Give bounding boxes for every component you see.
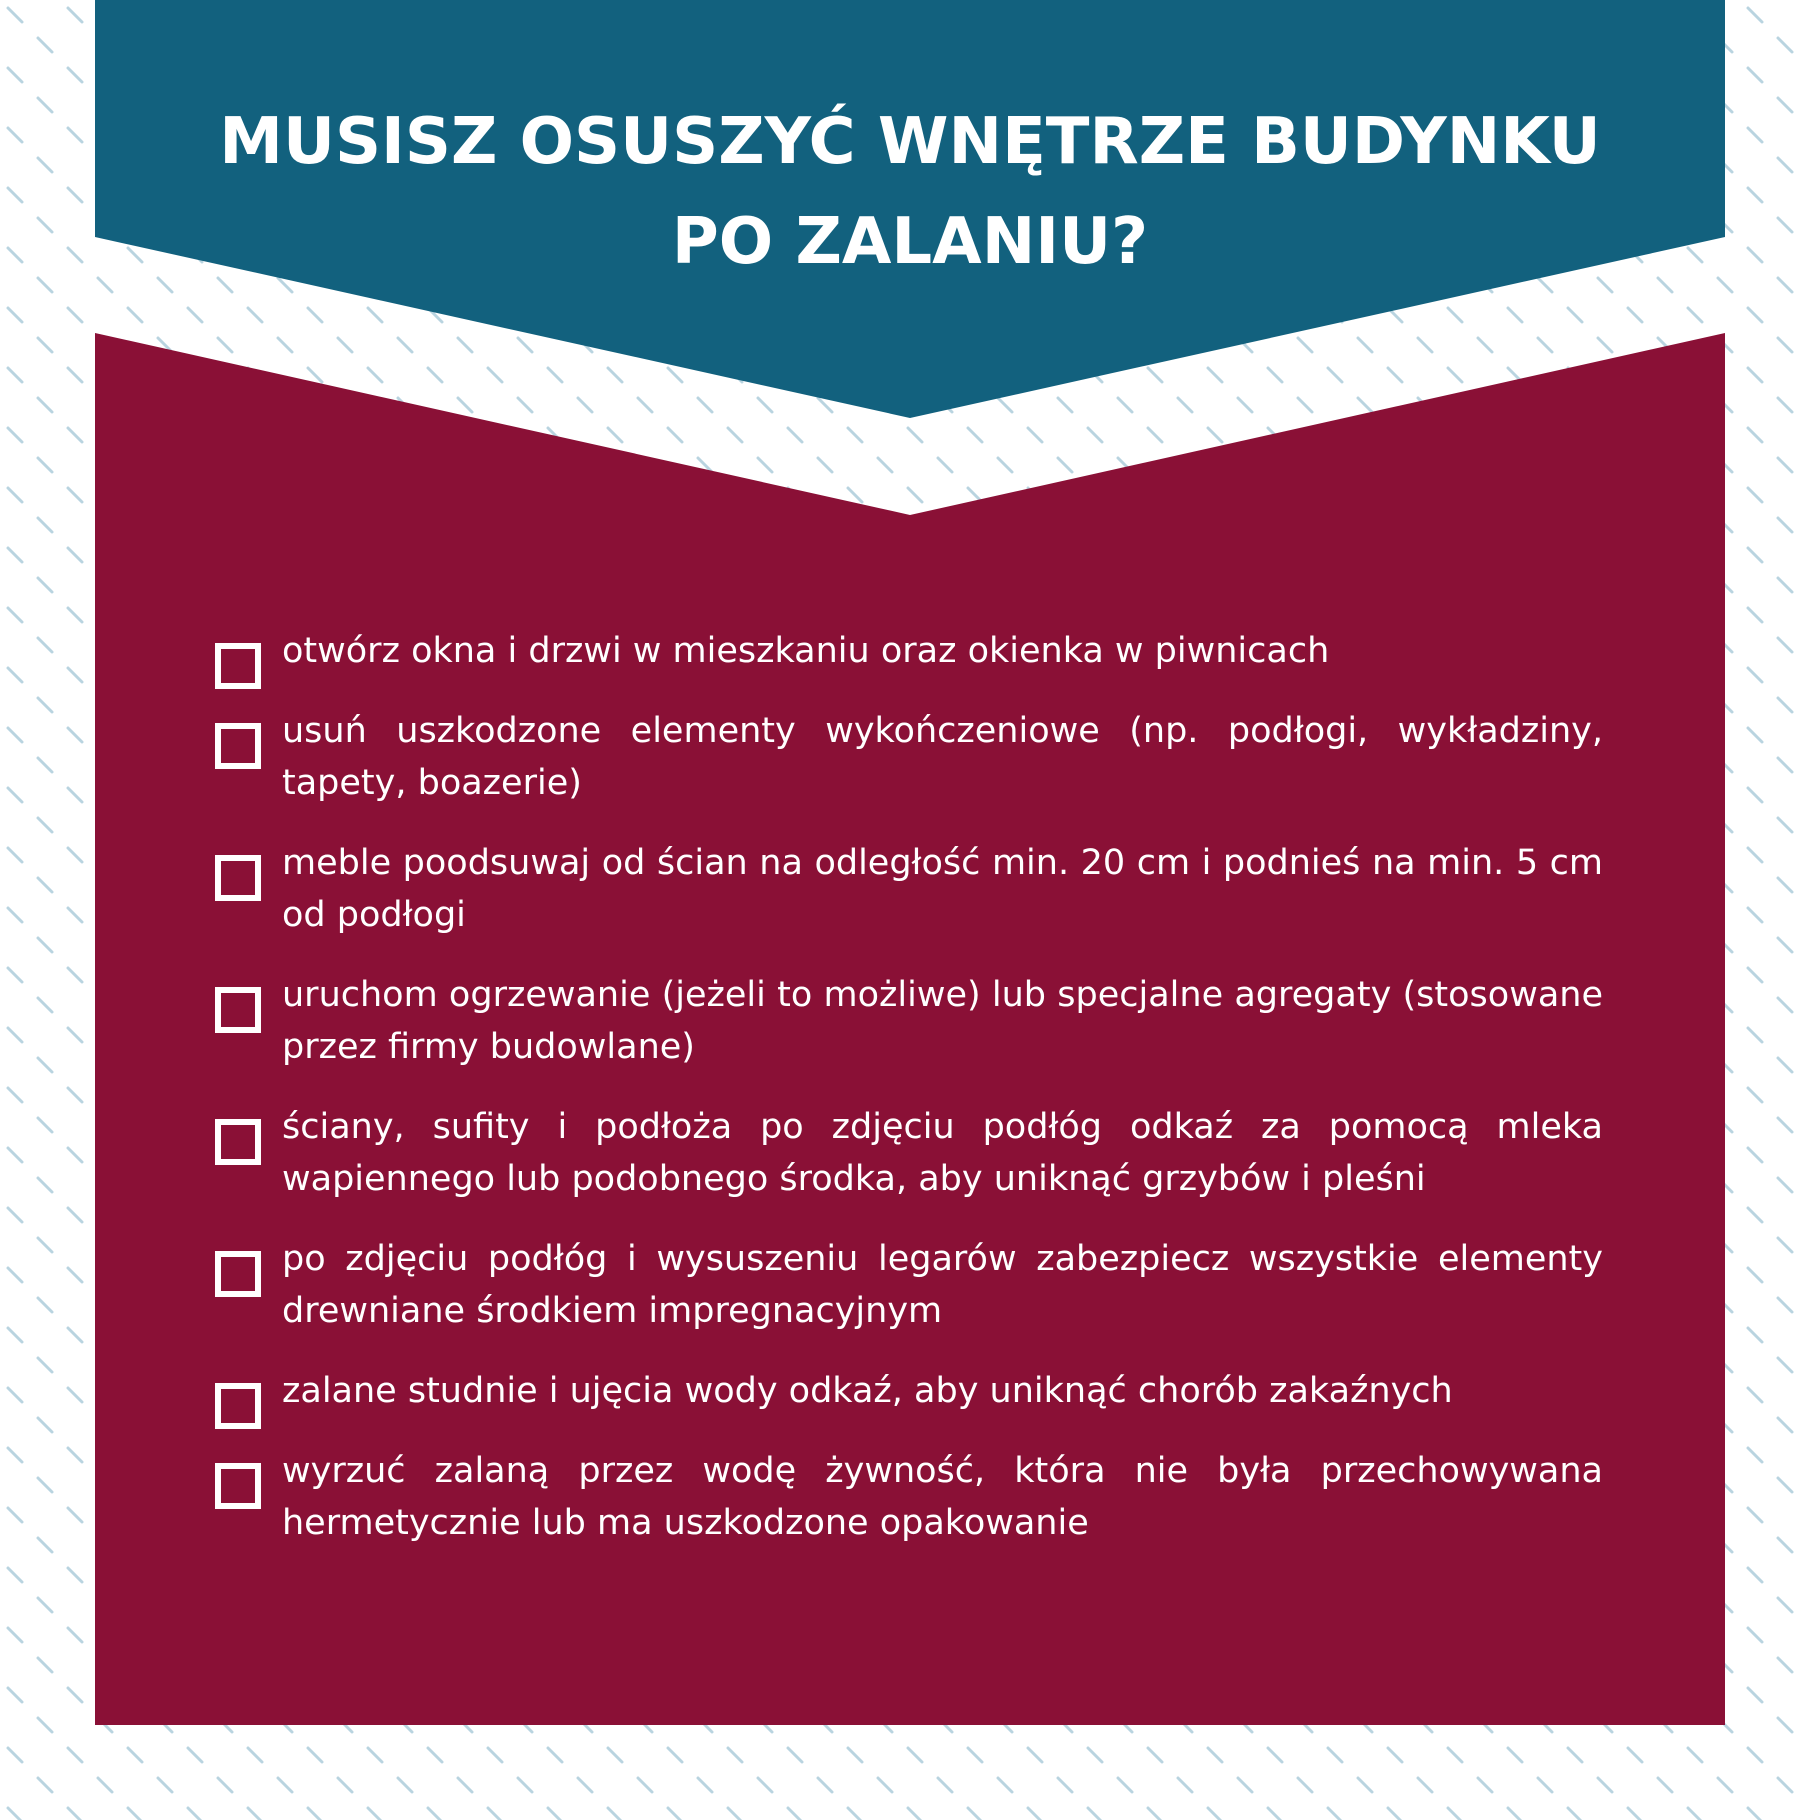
checkbox[interactable]	[215, 643, 261, 689]
checkbox[interactable]	[215, 723, 261, 769]
checklist-item	[215, 1445, 1603, 1549]
checkbox[interactable]	[215, 987, 261, 1033]
checklist-item-text: usuń uszkodzone elementy wykończeniowe (np. podłogi, wykładziny, tapety, boazerie)	[282, 711, 1603, 803]
checklist-item-text: po zdjęciu podłóg i wysuszeniu legarów zabezpiecz wszystkie elementy drewniane środkiem impregnacyjnym	[282, 1239, 1603, 1331]
checklist-item	[215, 1101, 1603, 1205]
checkbox[interactable]	[215, 855, 261, 901]
page-title	[95, 92, 1725, 292]
checklist-item-text: ściany, sufity i podłoża po zdjęciu podłóg odkaź za pomocą mleka wapiennego lub podobnego środka, aby uniknąć grzybów i pleśni	[282, 1107, 1603, 1199]
checklist-item	[215, 705, 1603, 809]
checklist-item	[215, 969, 1603, 1073]
checklist-item	[215, 625, 1603, 677]
checkbox[interactable]	[215, 1463, 261, 1509]
checklist-item-text: otwórz okna i drzwi w mieszkaniu oraz okienka w piwnicach	[282, 631, 1330, 671]
checklist-item-text: zalane studnie i ujęcia wody odkaź, aby uniknąć chorób zakaźnych	[282, 1371, 1453, 1411]
checklist-item-text: meble poodsuwaj od ścian na odległość min. 20 cm i podnieś na min. 5 cm od podłogi	[282, 843, 1603, 935]
checklist-item	[215, 1365, 1603, 1417]
checkbox[interactable]	[215, 1119, 261, 1165]
checklist	[215, 625, 1603, 1577]
checklist-item-text: wyrzuć zalaną przez wodę żywność, która nie była przechowywana hermetycznie lub ma uszkodzone opakowanie	[282, 1451, 1603, 1543]
checkbox[interactable]	[215, 1251, 261, 1297]
title-line-2: PO ZALANIU?	[671, 205, 1149, 279]
title-line-1: MUSISZ OSUSZYĆ WNĘTRZE BUDYNKU	[219, 105, 1601, 179]
checkbox[interactable]	[215, 1383, 261, 1429]
checklist-item	[215, 837, 1603, 941]
checklist-item	[215, 1233, 1603, 1337]
checklist-item-text: uruchom ogrzewanie (jeżeli to możliwe) lub specjalne agregaty (stosowane przez firmy budowlane)	[282, 975, 1603, 1067]
